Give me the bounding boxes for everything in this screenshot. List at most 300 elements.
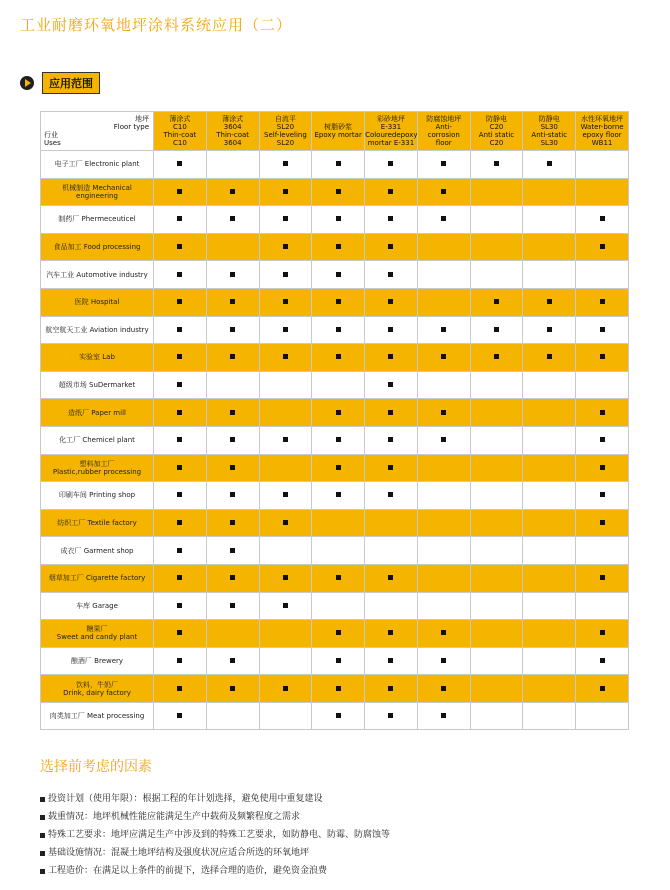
suitability-cell — [365, 151, 418, 179]
suitability-cell — [312, 344, 365, 372]
suitable-mark-icon — [230, 465, 235, 470]
suitable-mark-icon — [388, 575, 393, 580]
suitable-mark-icon — [230, 272, 235, 277]
suitable-mark-icon — [336, 492, 341, 497]
column-header-line: Water-borne — [580, 123, 624, 131]
suitability-cell — [365, 316, 418, 344]
suitability-cell — [259, 620, 312, 648]
suitable-mark-icon — [441, 161, 446, 166]
suitability-cell — [259, 482, 312, 510]
suitability-cell — [259, 288, 312, 316]
suitability-cell — [523, 151, 576, 179]
suitable-mark-icon — [388, 216, 393, 221]
suitability-cell — [470, 399, 523, 427]
suitable-mark-icon — [336, 437, 341, 442]
suitability-cell — [259, 151, 312, 179]
use-label-line: Drink, dairy factory — [63, 688, 131, 697]
suitable-mark-icon — [230, 548, 235, 553]
suitable-mark-icon — [388, 492, 393, 497]
suitable-mark-icon — [177, 189, 182, 194]
table-header-row — [41, 112, 629, 151]
table-row — [41, 233, 629, 261]
corner-bottom-line: Uses — [44, 139, 61, 147]
suitable-mark-icon — [336, 713, 341, 718]
suitable-mark-icon — [600, 465, 605, 470]
suitability-cell — [259, 371, 312, 399]
suitability-cell — [470, 702, 523, 730]
use-label-line: 车库 Garage — [76, 601, 118, 610]
suitability-cell — [470, 592, 523, 620]
suitability-cell — [417, 702, 470, 730]
suitable-mark-icon — [177, 492, 182, 497]
use-label-line: 航空航天工业 Aviation industry — [45, 325, 149, 334]
suitability-cell — [470, 233, 523, 261]
suitability-cell — [523, 371, 576, 399]
column-header-line: mortar E-331 — [367, 139, 415, 147]
suitability-cell — [523, 178, 576, 206]
suitability-cell — [312, 564, 365, 592]
use-label-cell — [41, 151, 154, 179]
suitability-cell — [576, 233, 629, 261]
suitability-cell — [259, 261, 312, 289]
use-label-line: 机械制造 Mechanical — [62, 183, 132, 192]
suitability-cell — [365, 564, 418, 592]
suitable-mark-icon — [441, 354, 446, 359]
suitable-mark-icon — [336, 216, 341, 221]
suitability-cell — [206, 702, 259, 730]
suitability-cell — [312, 620, 365, 648]
suitable-mark-icon — [230, 299, 235, 304]
suitability-cell — [417, 482, 470, 510]
suitability-cell — [470, 564, 523, 592]
square-bullet-icon — [40, 869, 45, 874]
suitable-mark-icon — [336, 354, 341, 359]
suitable-mark-icon — [388, 686, 393, 691]
suitability-cell — [417, 675, 470, 703]
column-header-line: 防静电 — [538, 115, 560, 123]
suitability-cell — [206, 426, 259, 454]
suitability-cell — [523, 288, 576, 316]
column-header — [312, 112, 365, 151]
suitable-mark-icon — [230, 354, 235, 359]
suitable-mark-icon — [283, 520, 288, 525]
suitability-cell — [312, 206, 365, 234]
square-bullet-icon — [40, 815, 45, 820]
suitability-cell — [365, 371, 418, 399]
table-row — [41, 592, 629, 620]
suitability-cell — [417, 399, 470, 427]
suitability-cell — [417, 178, 470, 206]
table-corner-cell — [41, 112, 154, 151]
suitability-cell — [259, 454, 312, 482]
suitability-cell — [576, 592, 629, 620]
suitability-cell — [312, 151, 365, 179]
use-label-cell — [41, 316, 154, 344]
suitability-cell — [206, 261, 259, 289]
use-label-cell — [41, 399, 154, 427]
suitability-cell — [259, 647, 312, 675]
suitability-cell — [365, 426, 418, 454]
table-row — [41, 620, 629, 648]
suitable-mark-icon — [494, 299, 499, 304]
suitability-cell — [365, 537, 418, 565]
suitability-cell — [470, 647, 523, 675]
suitability-cell — [523, 702, 576, 730]
suitability-cell — [523, 261, 576, 289]
consideration-text: 特殊工艺要求：地坪应满足生产中涉及到的特殊工艺要求，如防静电、防霉、防腐蚀等 — [48, 830, 391, 840]
suitable-mark-icon — [600, 299, 605, 304]
suitability-cell — [259, 206, 312, 234]
suitable-mark-icon — [388, 189, 393, 194]
application-table — [40, 111, 629, 730]
suitable-mark-icon — [388, 437, 393, 442]
suitable-mark-icon — [388, 299, 393, 304]
suitable-mark-icon — [283, 216, 288, 221]
suitability-cell — [312, 371, 365, 399]
suitability-cell — [259, 316, 312, 344]
suitability-cell — [470, 426, 523, 454]
suitable-mark-icon — [177, 575, 182, 580]
suitability-cell — [417, 206, 470, 234]
suitability-cell — [206, 178, 259, 206]
suitability-cell — [154, 564, 207, 592]
suitability-cell — [417, 509, 470, 537]
suitability-cell — [523, 426, 576, 454]
square-bullet-icon — [40, 797, 45, 802]
suitability-cell — [365, 702, 418, 730]
column-header-line: Colouredepoxy — [365, 131, 418, 139]
suitable-mark-icon — [600, 354, 605, 359]
suitability-cell — [259, 675, 312, 703]
section-header — [20, 72, 100, 94]
suitability-cell — [206, 399, 259, 427]
column-header — [154, 112, 207, 151]
suitability-cell — [417, 344, 470, 372]
suitable-mark-icon — [336, 327, 341, 332]
suitable-mark-icon — [600, 575, 605, 580]
suitability-cell — [523, 399, 576, 427]
use-label-cell — [41, 675, 154, 703]
suitable-mark-icon — [547, 354, 552, 359]
suitability-cell — [312, 482, 365, 510]
suitability-cell — [154, 702, 207, 730]
suitability-cell — [365, 620, 418, 648]
suitable-mark-icon — [177, 272, 182, 277]
suitable-mark-icon — [388, 244, 393, 249]
suitable-mark-icon — [388, 382, 393, 387]
use-label-cell — [41, 344, 154, 372]
suitability-cell — [206, 288, 259, 316]
consideration-item — [40, 790, 390, 808]
suitable-mark-icon — [283, 575, 288, 580]
suitability-cell — [365, 454, 418, 482]
use-label-line: 汽车工业 Automotive industry — [46, 270, 148, 279]
suitability-cell — [312, 454, 365, 482]
use-label-line: 印刷车间 Printing shop — [58, 491, 136, 500]
table-row — [41, 344, 629, 372]
suitability-cell — [154, 316, 207, 344]
suitable-mark-icon — [177, 410, 182, 415]
suitable-mark-icon — [177, 382, 182, 387]
suitability-cell — [523, 509, 576, 537]
suitability-cell — [470, 482, 523, 510]
suitable-mark-icon — [336, 244, 341, 249]
suitable-mark-icon — [283, 492, 288, 497]
table-row — [41, 316, 629, 344]
use-label-cell — [41, 537, 154, 565]
suitable-mark-icon — [388, 465, 393, 470]
column-header-line: 3604 — [223, 139, 242, 147]
suitable-mark-icon — [177, 161, 182, 166]
suitability-cell — [470, 261, 523, 289]
suitability-cell — [523, 482, 576, 510]
suitability-cell — [259, 426, 312, 454]
suitable-mark-icon — [388, 354, 393, 359]
suitability-cell — [206, 675, 259, 703]
suitable-mark-icon — [388, 272, 393, 277]
suitable-mark-icon — [388, 658, 393, 663]
suitability-cell — [206, 482, 259, 510]
column-header-line: E-331 — [380, 123, 402, 131]
suitable-mark-icon — [600, 492, 605, 497]
use-label-line: 肉类加工厂 Meat processing — [49, 712, 145, 721]
suitability-cell — [470, 371, 523, 399]
suitability-cell — [365, 675, 418, 703]
consideration-text: 载重情况：地坪机械性能应能满足生产中载荷及频繁程度之需求 — [48, 812, 301, 822]
suitability-cell — [365, 647, 418, 675]
suitability-cell — [523, 537, 576, 565]
column-header-line: corrosion — [427, 131, 460, 139]
suitability-cell — [206, 620, 259, 648]
use-label-line: engineering — [76, 191, 118, 200]
column-header-line: 3604 — [223, 123, 242, 131]
suitability-cell — [312, 647, 365, 675]
column-header — [259, 112, 312, 151]
suitable-mark-icon — [283, 603, 288, 608]
suitable-mark-icon — [547, 299, 552, 304]
suitability-cell — [206, 592, 259, 620]
suitable-mark-icon — [230, 327, 235, 332]
suitable-mark-icon — [177, 216, 182, 221]
suitable-mark-icon — [336, 575, 341, 580]
suitability-cell — [312, 675, 365, 703]
use-label-cell — [41, 371, 154, 399]
suitable-mark-icon — [230, 575, 235, 580]
suitable-mark-icon — [177, 548, 182, 553]
table-row — [41, 178, 629, 206]
suitability-cell — [523, 564, 576, 592]
suitability-cell — [417, 426, 470, 454]
column-header — [417, 112, 470, 151]
use-label-cell — [41, 564, 154, 592]
suitability-cell — [523, 233, 576, 261]
suitability-cell — [312, 178, 365, 206]
table-row — [41, 675, 629, 703]
column-header-line: SL20 — [276, 139, 295, 147]
column-header-line: Epoxy mortar — [314, 131, 362, 139]
suitability-cell — [206, 537, 259, 565]
suitability-cell — [154, 151, 207, 179]
table-row — [41, 537, 629, 565]
suitable-mark-icon — [600, 658, 605, 663]
column-header-line: SL30 — [540, 123, 558, 131]
column-header-line: 防腐蚀地坪 — [426, 115, 462, 123]
use-label-cell — [41, 509, 154, 537]
column-header — [365, 112, 418, 151]
suitability-cell — [312, 288, 365, 316]
use-label-line: Plastic,rubber processing — [52, 467, 142, 476]
consideration-text: 工程造价：在满足以上条件的前提下，选择合理的造价，避免资金浪费 — [48, 866, 328, 876]
suitable-mark-icon — [230, 658, 235, 663]
column-header-line: Thin-coat — [163, 131, 197, 139]
suitability-cell — [470, 206, 523, 234]
suitability-cell — [417, 288, 470, 316]
suitability-cell — [470, 288, 523, 316]
column-header-line: WB11 — [591, 139, 613, 147]
suitability-cell — [206, 647, 259, 675]
suitability-cell — [576, 537, 629, 565]
use-label-cell — [41, 647, 154, 675]
suitability-cell — [417, 592, 470, 620]
suitable-mark-icon — [283, 327, 288, 332]
column-header-line: Anti- — [435, 123, 452, 131]
suitability-cell — [154, 647, 207, 675]
suitability-cell — [365, 233, 418, 261]
suitable-mark-icon — [336, 410, 341, 415]
suitability-cell — [576, 261, 629, 289]
column-header-line: 薄涂式 — [169, 115, 191, 123]
suitability-cell — [576, 399, 629, 427]
suitability-cell — [154, 288, 207, 316]
table-row — [41, 371, 629, 399]
suitability-cell — [470, 316, 523, 344]
suitability-cell — [365, 288, 418, 316]
suitability-cell — [576, 316, 629, 344]
suitability-cell — [576, 482, 629, 510]
suitability-cell — [417, 261, 470, 289]
suitability-cell — [523, 620, 576, 648]
suitable-mark-icon — [177, 713, 182, 718]
table-row — [41, 647, 629, 675]
column-header-line: 水性环氧地坪 — [581, 115, 624, 123]
suitable-mark-icon — [336, 161, 341, 166]
suitability-cell — [259, 537, 312, 565]
suitability-cell — [206, 371, 259, 399]
suitable-mark-icon — [230, 686, 235, 691]
suitable-mark-icon — [336, 658, 341, 663]
suitable-mark-icon — [177, 603, 182, 608]
suitability-cell — [259, 178, 312, 206]
suitable-mark-icon — [441, 630, 446, 635]
use-label-cell — [41, 178, 154, 206]
suitability-cell — [576, 206, 629, 234]
suitability-cell — [365, 178, 418, 206]
suitability-cell — [576, 151, 629, 179]
suitability-cell — [206, 564, 259, 592]
suitable-mark-icon — [600, 244, 605, 249]
suitability-cell — [417, 316, 470, 344]
suitability-cell — [576, 702, 629, 730]
column-header-line: C10 — [172, 139, 187, 147]
consideration-text: 基础设施情况：混凝土地坪结构及强度状况应适合所选的环氧地坪 — [48, 848, 310, 858]
suitability-cell — [417, 233, 470, 261]
suitability-cell — [154, 371, 207, 399]
consideration-item — [40, 808, 390, 826]
use-label-line: 纺织工厂 Textile factory — [57, 519, 137, 528]
suitable-mark-icon — [283, 299, 288, 304]
suitability-cell — [470, 178, 523, 206]
suitable-mark-icon — [230, 189, 235, 194]
suitable-mark-icon — [336, 189, 341, 194]
suitability-cell — [523, 592, 576, 620]
corner-bottom-line: 行业 — [44, 131, 58, 139]
suitability-cell — [523, 344, 576, 372]
table-row — [41, 261, 629, 289]
suitable-mark-icon — [336, 465, 341, 470]
suitability-cell — [365, 592, 418, 620]
corner-floor-type-label — [114, 115, 149, 131]
suitability-cell — [365, 399, 418, 427]
column-header-line: Self-leveling — [264, 131, 307, 139]
column-header-line: epoxy floor — [582, 131, 622, 139]
page-title: 工业耐磨环氧地坪涂料系统应用（二） — [20, 16, 293, 34]
suitability-cell — [154, 426, 207, 454]
suitability-cell — [523, 206, 576, 234]
suitable-mark-icon — [336, 686, 341, 691]
suitability-cell — [259, 592, 312, 620]
column-header-line: 自流平 — [274, 115, 296, 123]
suitability-cell — [259, 399, 312, 427]
suitability-cell — [154, 233, 207, 261]
suitability-cell — [576, 288, 629, 316]
use-label-line: 成衣厂 Garment shop — [60, 546, 134, 555]
column-header-line: 彩砂地坪 — [376, 115, 405, 123]
suitable-mark-icon — [388, 713, 393, 718]
use-label-line: 造纸厂 Paper mill — [68, 408, 126, 417]
suitability-cell — [259, 509, 312, 537]
suitability-cell — [312, 702, 365, 730]
use-label-cell — [41, 426, 154, 454]
suitable-mark-icon — [547, 327, 552, 332]
suitability-cell — [523, 316, 576, 344]
column-header-line: Thin-coat — [216, 131, 250, 139]
suitability-cell — [154, 482, 207, 510]
suitable-mark-icon — [177, 299, 182, 304]
suitable-mark-icon — [177, 520, 182, 525]
use-label-cell — [41, 482, 154, 510]
use-label-cell — [41, 702, 154, 730]
suitable-mark-icon — [388, 630, 393, 635]
use-label-cell — [41, 206, 154, 234]
use-label-cell — [41, 288, 154, 316]
suitable-mark-icon — [494, 327, 499, 332]
suitability-cell — [154, 675, 207, 703]
use-label-cell — [41, 261, 154, 289]
column-header-line: SL20 — [276, 123, 295, 131]
suitable-mark-icon — [177, 465, 182, 470]
suitable-mark-icon — [177, 658, 182, 663]
suitability-cell — [365, 509, 418, 537]
suitability-cell — [154, 454, 207, 482]
suitability-cell — [154, 537, 207, 565]
suitability-cell — [365, 344, 418, 372]
use-label-line: 食品加工 Food processing — [53, 243, 141, 252]
suitability-cell — [154, 592, 207, 620]
use-label-line: 制药厂 Phermeceuticel — [58, 215, 136, 224]
suitability-cell — [312, 233, 365, 261]
use-label-line: 糖果厂 — [86, 625, 108, 634]
suitability-cell — [259, 233, 312, 261]
